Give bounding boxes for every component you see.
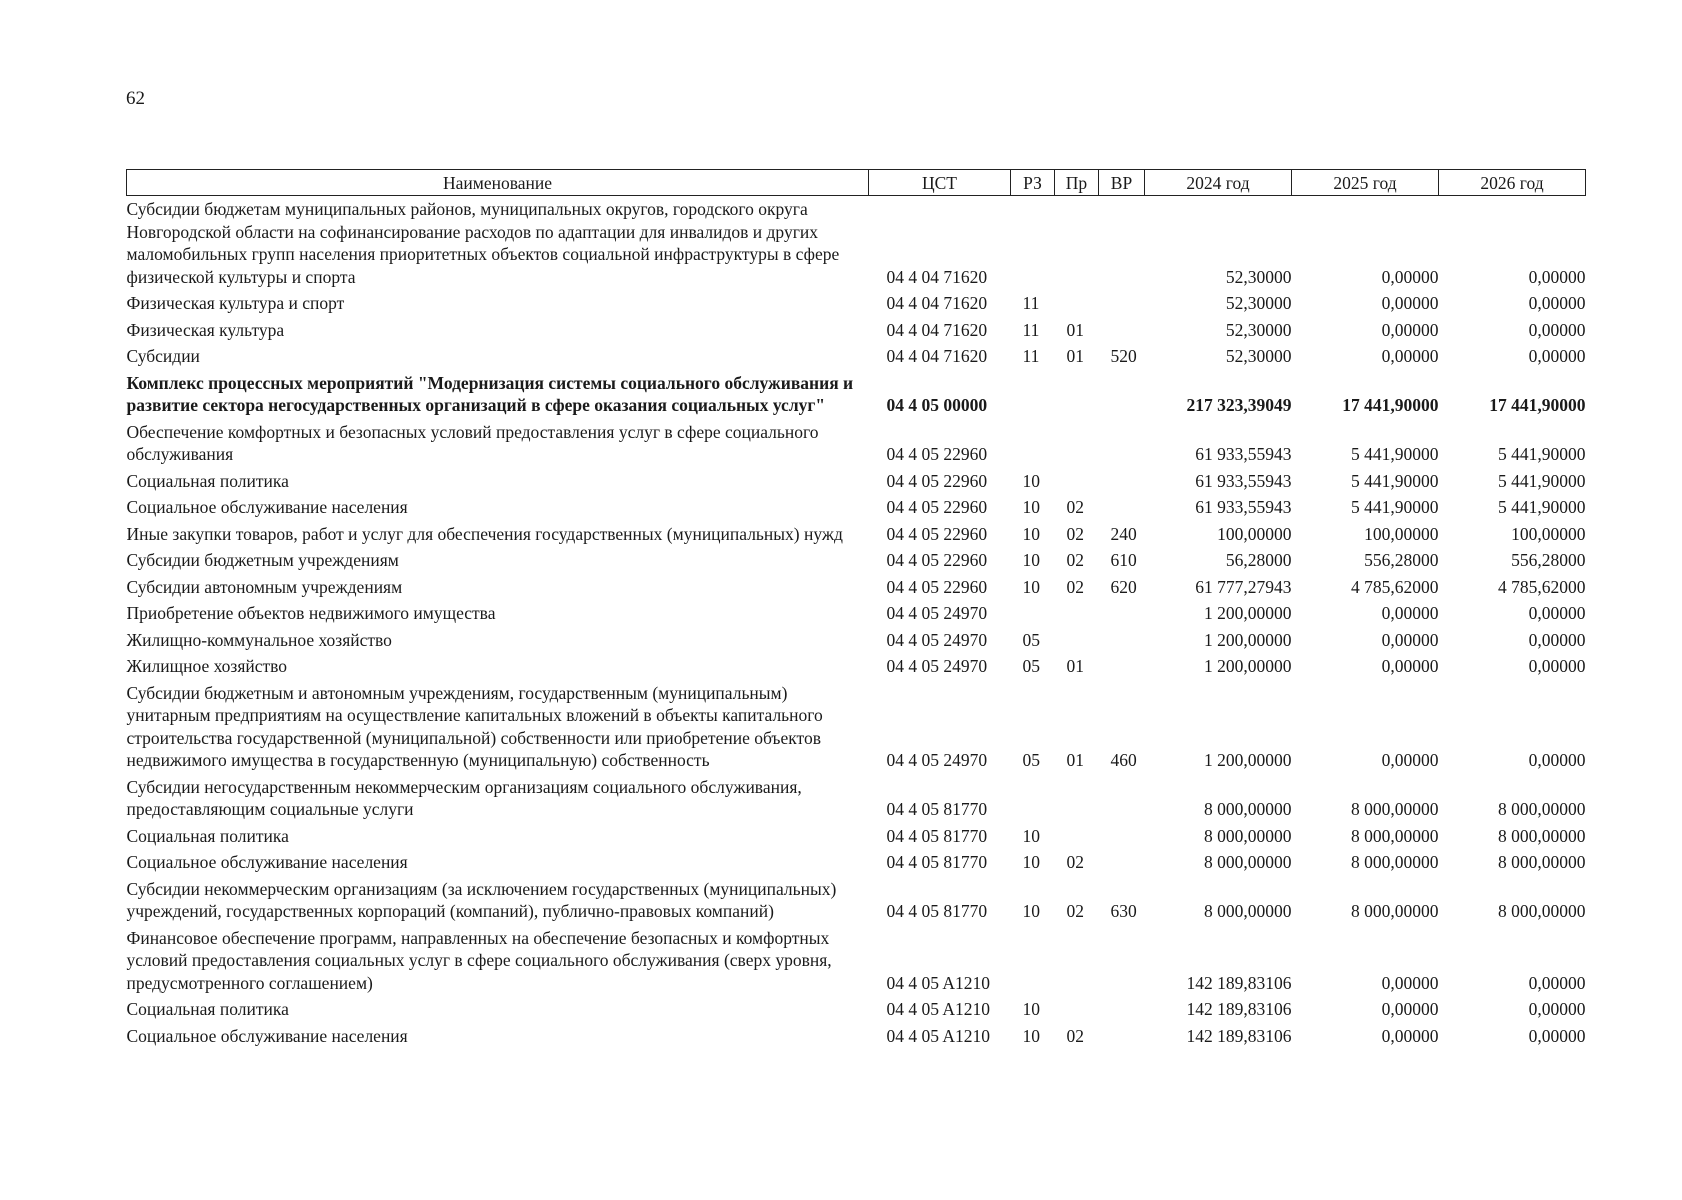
cell-rz: 11: [1022, 346, 1040, 366]
cell-pr: 02: [1066, 852, 1084, 872]
cell-2026: 8 000,00000: [1498, 825, 1586, 846]
cell-2025: 5 441,90000: [1351, 444, 1439, 464]
cell-vr: 460: [1110, 750, 1137, 770]
page-number: 62: [126, 88, 145, 109]
cell-cst: 04 4 05 81770: [886, 799, 988, 819]
cell-2025: 556,28000: [1364, 550, 1439, 570]
table-header: [127, 170, 1586, 196]
cell-rz: 10: [1022, 576, 1040, 597]
cell-name: Социальная политика: [126, 999, 289, 1019]
cell-2026: 8 000,00000: [1498, 901, 1586, 921]
cell-2025: 5 441,90000: [1351, 497, 1439, 517]
cell-2026: 0,00000: [1528, 972, 1586, 993]
cell-name: Социальное обслуживание населения: [126, 497, 408, 517]
cell-vr: [1099, 774, 1145, 823]
cell-cst: 04 4 05 22960: [886, 444, 988, 464]
cell-name: Физическая культура: [126, 319, 285, 340]
cell-vr: [1099, 317, 1145, 344]
cell-pr: [1055, 774, 1099, 823]
cell-cst: 04 4 05 22960: [886, 576, 988, 597]
cell-pr: 02: [1066, 497, 1084, 517]
cell-name: Приобретение объектов недвижимого имущества: [126, 603, 496, 623]
cell-pr: [1055, 370, 1099, 419]
header-cst: ЦСТ: [869, 170, 1011, 196]
cell-name: Обеспечение комфортных и безопасных условий предоставления услуг в сфере социального обслуживания: [126, 421, 819, 464]
cell-2025: 0,00000: [1381, 999, 1439, 1019]
cell-2024: 8 000,00000: [1204, 901, 1292, 921]
table-row: [127, 343, 1586, 370]
table-row: [127, 1023, 1586, 1050]
cell-2026: 0,00000: [1528, 629, 1586, 650]
cell-2024: 1 200,00000: [1204, 629, 1292, 650]
table-row: [127, 925, 1586, 997]
cell-2025: 0,00000: [1381, 750, 1439, 770]
cell-vr: [1099, 600, 1145, 627]
cell-2024: 1 200,00000: [1204, 603, 1292, 623]
cell-pr: 02: [1066, 901, 1084, 921]
table-row: [127, 521, 1586, 548]
cell-cst: 04 4 05 24970: [886, 603, 988, 623]
table-row: [127, 574, 1586, 601]
cell-cst: 04 4 05 81770: [886, 825, 988, 846]
cell-name: Социальная политика: [126, 470, 289, 491]
cell-cst: 04 4 05 22960: [886, 523, 988, 544]
cell-pr: 02: [1066, 550, 1084, 570]
cell-cst: 04 4 05 A1210: [886, 1025, 991, 1046]
cell-vr: [1099, 996, 1145, 1023]
table-row: [127, 317, 1586, 344]
cell-2024: 8 000,00000: [1204, 852, 1292, 872]
cell-2025: 8 000,00000: [1351, 901, 1439, 921]
cell-2024: 61 933,55943: [1195, 470, 1292, 491]
header-vr: ВР: [1099, 170, 1145, 196]
cell-2024: 1 200,00000: [1204, 656, 1292, 676]
cell-vr: [1099, 1023, 1145, 1050]
cell-cst: 04 4 05 24970: [886, 656, 988, 676]
cell-rz: 11: [1022, 293, 1040, 313]
cell-cst: 04 4 05 24970: [886, 750, 988, 770]
cell-2025: 5 441,90000: [1351, 470, 1439, 491]
cell-vr: [1099, 196, 1145, 291]
cell-pr: [1055, 925, 1099, 997]
table-row: [127, 494, 1586, 521]
cell-name: Социальное обслуживание населения: [126, 1025, 408, 1046]
cell-pr: [1055, 468, 1099, 495]
cell-2026: 5 441,90000: [1498, 470, 1586, 491]
cell-pr: [1055, 600, 1099, 627]
cell-pr: [1055, 290, 1099, 317]
cell-pr: [1055, 823, 1099, 850]
cell-name: Субсидии некоммерческим организациям (за исключением государственных (муниципальных) учреждений, государственных корпораций (компаний), публично-правовых компаний): [126, 878, 837, 921]
cell-2025: 0,00000: [1381, 1025, 1439, 1046]
cell-pr: 01: [1066, 346, 1084, 366]
cell-pr: [1055, 196, 1099, 291]
cell-2026: 0,00000: [1528, 656, 1586, 676]
cell-2025: 0,00000: [1381, 603, 1439, 623]
cell-2024: 8 000,00000: [1204, 799, 1292, 819]
cell-2025: 0,00000: [1381, 346, 1439, 366]
cell-vr: [1099, 653, 1145, 680]
cell-vr: [1099, 494, 1145, 521]
cell-cst: 04 4 04 71620: [886, 293, 988, 313]
cell-pr: [1055, 996, 1099, 1023]
cell-cst: 04 4 05 00000: [886, 395, 988, 415]
cell-2026: 17 441,90000: [1489, 395, 1586, 415]
cell-rz: 10: [1022, 852, 1040, 872]
cell-vr: 620: [1110, 576, 1137, 597]
cell-2025: 8 000,00000: [1351, 852, 1439, 872]
cell-2026: 0,00000: [1528, 319, 1586, 340]
table-row: [127, 419, 1586, 468]
cell-cst: 04 4 05 22960: [886, 550, 988, 570]
cell-2024: 52,30000: [1225, 293, 1292, 313]
cell-vr: [1099, 468, 1145, 495]
cell-2026: 0,00000: [1528, 346, 1586, 366]
cell-cst: 04 4 05 22960: [886, 497, 988, 517]
cell-name: Субсидии: [126, 346, 200, 366]
cell-name: Физическая культура и спорт: [126, 293, 345, 313]
cell-vr: [1099, 370, 1145, 419]
header-row: [127, 170, 1586, 196]
table-row: [127, 600, 1586, 627]
table-row: [127, 370, 1586, 419]
cell-2025: 8 000,00000: [1351, 799, 1439, 819]
cell-2025: 0,00000: [1381, 629, 1439, 650]
table-row: [127, 876, 1586, 925]
cell-name: Иные закупки товаров, работ и услуг для обеспечения государственных (муниципальных) нужд: [126, 523, 843, 544]
cell-name: Субсидии бюджетным учреждениям: [126, 550, 399, 570]
cell-2026: 556,28000: [1511, 550, 1586, 570]
cell-name: Субсидии негосударственным некоммерческим организациям социального обслуживания, предоставляющим социальные услуги: [126, 776, 802, 819]
cell-2024: 61 933,55943: [1195, 444, 1292, 464]
cell-name: Жилищное хозяйство: [126, 656, 288, 676]
cell-name: Социальное обслуживание населения: [126, 852, 408, 872]
cell-cst: 04 4 05 22960: [886, 470, 988, 491]
cell-vr: 240: [1110, 523, 1137, 544]
cell-cst: 04 4 05 24970: [886, 629, 988, 650]
cell-rz: 05: [1022, 750, 1040, 770]
table-row: [127, 653, 1586, 680]
cell-rz: [1011, 419, 1055, 468]
cell-vr: 630: [1110, 901, 1137, 921]
cell-name: Субсидии автономным учреждениям: [126, 576, 403, 597]
cell-2025: 4 785,62000: [1351, 576, 1439, 597]
cell-rz: 10: [1022, 825, 1040, 846]
cell-name: Социальная политика: [126, 825, 289, 846]
cell-name: Финансовое обеспечение программ, направленных на обеспечение безопасных и комфортных условий предоставления социальных услуг в сфере социального обслуживания (сверх уровня, предусмотренного соглашением): [126, 927, 832, 993]
cell-2026: 5 441,90000: [1498, 497, 1586, 517]
cell-name: Субсидии бюджетам муниципальных районов, муниципальных округов, городского округа Новгородской области на софинансирование расходов по адаптации для инвалидов и других маломобильных групп населения приоритетных объектов социальной инфраструктуры в сфере физической культуры и спорта: [126, 199, 840, 287]
cell-2024: 8 000,00000: [1204, 825, 1292, 846]
cell-rz: 05: [1022, 656, 1040, 676]
cell-rz: 10: [1022, 470, 1040, 491]
cell-2025: 0,00000: [1381, 972, 1439, 993]
cell-cst: 04 4 04 71620: [886, 266, 988, 287]
table-row: [127, 774, 1586, 823]
cell-vr: 520: [1110, 346, 1137, 366]
cell-2025: 0,00000: [1381, 266, 1439, 287]
cell-2026: 8 000,00000: [1498, 799, 1586, 819]
cell-2025: 8 000,00000: [1351, 825, 1439, 846]
table-row: [127, 849, 1586, 876]
cell-rz: [1011, 196, 1055, 291]
cell-cst: 04 4 04 71620: [886, 319, 988, 340]
cell-cst: 04 4 05 A1210: [886, 972, 991, 993]
header-2024: 2024 год: [1145, 170, 1292, 196]
header-2025: 2025 год: [1292, 170, 1439, 196]
cell-rz: [1011, 600, 1055, 627]
cell-vr: [1099, 419, 1145, 468]
cell-2026: 100,00000: [1511, 523, 1586, 544]
cell-vr: [1099, 823, 1145, 850]
cell-pr: 01: [1066, 750, 1084, 770]
cell-2025: 0,00000: [1381, 656, 1439, 676]
cell-2026: 8 000,00000: [1498, 852, 1586, 872]
table-row: [127, 627, 1586, 654]
cell-rz: 10: [1022, 1025, 1040, 1046]
table-row: [127, 196, 1586, 291]
cell-2025: 0,00000: [1381, 319, 1439, 340]
cell-rz: 10: [1022, 550, 1040, 570]
cell-name: Комплекс процессных мероприятий "Модернизация системы социального обслуживания и развитие сектора негосударственных организаций в сфере оказания социальных услуг": [126, 372, 854, 415]
cell-2025: 100,00000: [1364, 523, 1439, 544]
header-rz: РЗ: [1011, 170, 1055, 196]
cell-2024: 61 777,27943: [1195, 576, 1292, 597]
cell-cst: 04 4 05 81770: [886, 901, 988, 921]
cell-2024: 56,28000: [1225, 550, 1292, 570]
table-row: [127, 823, 1586, 850]
cell-2024: 52,30000: [1225, 319, 1292, 340]
cell-rz: 10: [1022, 901, 1040, 921]
cell-2024: 61 933,55943: [1195, 497, 1292, 517]
table-row: [127, 290, 1586, 317]
cell-2024: 142 189,83106: [1186, 999, 1292, 1019]
cell-2024: 142 189,83106: [1186, 1025, 1292, 1046]
cell-pr: 01: [1066, 656, 1084, 676]
cell-vr: 610: [1110, 550, 1137, 570]
table-row: [127, 547, 1586, 574]
cell-vr: [1099, 290, 1145, 317]
cell-pr: 02: [1066, 1025, 1084, 1046]
cell-vr: [1099, 925, 1145, 997]
cell-2024: 1 200,00000: [1204, 750, 1292, 770]
cell-cst: 04 4 05 A1210: [886, 999, 991, 1019]
cell-2026: 0,00000: [1528, 1025, 1586, 1046]
cell-pr: [1055, 627, 1099, 654]
cell-pr: 01: [1066, 319, 1084, 340]
cell-rz: [1011, 925, 1055, 997]
cell-2024: 52,30000: [1225, 266, 1292, 287]
cell-2026: 5 441,90000: [1498, 444, 1586, 464]
cell-pr: [1055, 419, 1099, 468]
cell-cst: 04 4 04 71620: [886, 346, 988, 366]
cell-2024: 100,00000: [1217, 523, 1292, 544]
budget-table: [126, 169, 1586, 1049]
cell-rz: 11: [1022, 319, 1040, 340]
cell-2026: 4 785,62000: [1498, 576, 1586, 597]
cell-2024: 217 323,39049: [1186, 395, 1292, 415]
table-body: [127, 196, 1586, 1050]
cell-rz: 10: [1022, 497, 1040, 517]
cell-rz: [1011, 774, 1055, 823]
cell-2026: 0,00000: [1528, 293, 1586, 313]
cell-name: Жилищно-коммунальное хозяйство: [126, 629, 392, 650]
cell-vr: [1099, 849, 1145, 876]
cell-2025: 0,00000: [1381, 293, 1439, 313]
header-pr: Пр: [1055, 170, 1099, 196]
cell-2026: 0,00000: [1528, 750, 1586, 770]
cell-pr: 02: [1066, 523, 1084, 544]
table-row: [127, 996, 1586, 1023]
cell-vr: [1099, 627, 1145, 654]
cell-rz: [1011, 370, 1055, 419]
cell-rz: 05: [1022, 629, 1040, 650]
cell-pr: 02: [1066, 576, 1084, 597]
cell-rz: 10: [1022, 523, 1040, 544]
table-row: [127, 680, 1586, 774]
cell-2025: 17 441,90000: [1342, 395, 1439, 415]
cell-cst: 04 4 05 81770: [886, 852, 988, 872]
cell-name: Субсидии бюджетным и автономным учреждениям, государственным (муниципальным) унитарным предприятиям на осуществление капитальных вложений в объекты капитального строительства государственной (муниципальной) собственности или приобретение объектов недвижимого имущества в государственную (муниципальную) собственность: [126, 682, 823, 770]
cell-2026: 0,00000: [1528, 999, 1586, 1019]
header-name: Наименование: [127, 170, 869, 196]
cell-2024: 142 189,83106: [1186, 972, 1292, 993]
table-row: [127, 468, 1586, 495]
cell-2024: 52,30000: [1225, 346, 1292, 366]
header-2026: 2026 год: [1439, 170, 1586, 196]
cell-2026: 0,00000: [1528, 266, 1586, 287]
cell-2026: 0,00000: [1528, 603, 1586, 623]
cell-rz: 10: [1022, 999, 1040, 1019]
